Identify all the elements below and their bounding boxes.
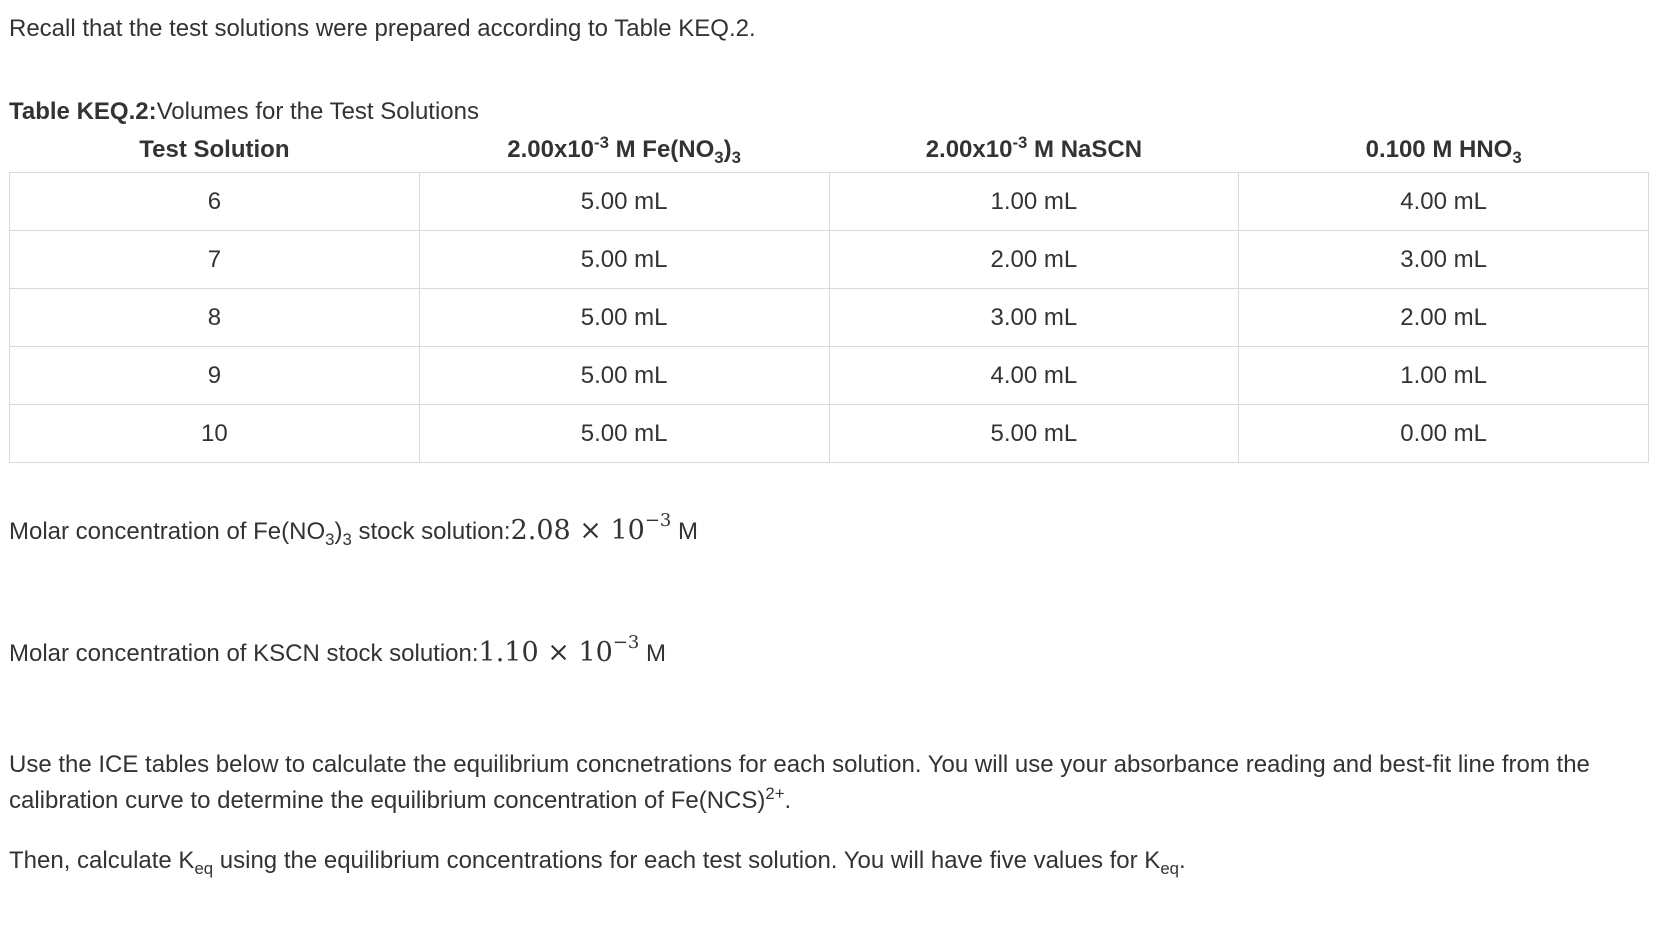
header-nascn bbox=[829, 128, 1239, 173]
kscn-stock-value bbox=[478, 632, 640, 668]
table-row bbox=[10, 405, 1649, 463]
fe-stock-label-sub1: 3 bbox=[325, 529, 335, 549]
fe-stock-unit: M bbox=[671, 518, 699, 545]
header-fe-no3-close: ) bbox=[723, 136, 732, 163]
header-nascn-post: M NaSCN bbox=[1027, 136, 1143, 163]
table-row bbox=[10, 289, 1649, 347]
fe-stock-base: 10 bbox=[610, 515, 645, 546]
cell-nascn-volume: 2.00 mL bbox=[829, 231, 1239, 289]
cell-hno3-volume: 3.00 mL bbox=[1239, 231, 1649, 289]
header-fe-no3-sub2: 3 bbox=[731, 147, 741, 167]
intro-text: Recall that the test solutions were prepared according to Table KEQ.2. bbox=[9, 15, 756, 42]
table-caption-text: Volumes for the Test Solutions bbox=[156, 98, 479, 125]
cell-nascn-volume: 3.00 mL bbox=[829, 289, 1239, 347]
header-nascn-exp: -3 bbox=[1012, 133, 1028, 152]
cell-fe-no3-volume: 5.00 mL bbox=[419, 231, 829, 289]
instruction-2-mid: using the equilibrium concentrations for each test solution. You will have five values for K bbox=[213, 847, 1161, 874]
header-hno3 bbox=[1239, 128, 1649, 173]
fe-stock-exponent: −3 bbox=[644, 510, 672, 531]
instruction-paragraph-1 bbox=[9, 747, 1649, 819]
header-fe-no3-exp: -3 bbox=[594, 133, 609, 152]
header-test-solution-label: Test Solution bbox=[139, 136, 290, 163]
table-caption-label: Table KEQ.2: bbox=[9, 98, 157, 125]
cell-nascn-volume: 4.00 mL bbox=[829, 347, 1239, 405]
cell-nascn-volume: 1.00 mL bbox=[829, 173, 1239, 231]
fe-stock-label-post: stock solution: bbox=[351, 518, 511, 545]
table-caption bbox=[9, 93, 479, 131]
cell-fe-no3-volume: 5.00 mL bbox=[419, 347, 829, 405]
kscn-stock-exponent: −3 bbox=[612, 632, 640, 653]
table-row bbox=[10, 231, 1649, 289]
header-fe-no3-mid: M Fe(NO bbox=[608, 136, 715, 163]
header-fe-no3 bbox=[419, 128, 829, 173]
instruction-2-end: . bbox=[1178, 847, 1186, 874]
header-nascn-pre: 2.00x10 bbox=[925, 136, 1013, 163]
cell-test-solution: 8 bbox=[10, 289, 420, 347]
cell-test-solution: 6 bbox=[10, 173, 420, 231]
fe-stock-times: × bbox=[570, 515, 611, 546]
fe-stock-concentration bbox=[9, 510, 699, 549]
instruction-1-charge: 2+ bbox=[765, 784, 785, 803]
cell-fe-no3-volume: 5.00 mL bbox=[419, 405, 829, 463]
fe-stock-label-sub2: 3 bbox=[342, 529, 352, 549]
kscn-stock-label: Molar concentration of KSCN stock solution: bbox=[9, 640, 479, 667]
table-row bbox=[10, 173, 1649, 231]
fe-stock-label-close: ) bbox=[334, 518, 343, 545]
kscn-stock-times: × bbox=[538, 637, 579, 668]
instruction-1-end: . bbox=[784, 787, 792, 814]
cell-test-solution: 9 bbox=[10, 347, 420, 405]
header-hno3-pre: 0.100 M HNO bbox=[1365, 136, 1513, 163]
volumes-table bbox=[9, 128, 1649, 463]
fe-stock-value bbox=[510, 510, 672, 546]
fe-stock-label-pre: Molar concentration of Fe(NO bbox=[9, 518, 326, 545]
cell-hno3-volume: 0.00 mL bbox=[1239, 405, 1649, 463]
fe-stock-label bbox=[9, 518, 511, 549]
cell-fe-no3-volume: 5.00 mL bbox=[419, 289, 829, 347]
table-header-row bbox=[10, 128, 1649, 173]
header-hno3-sub: 3 bbox=[1512, 147, 1522, 167]
header-fe-no3-sub1: 3 bbox=[714, 147, 724, 167]
instruction-paragraph-2 bbox=[9, 843, 1649, 879]
instruction-1-text: Use the ICE tables below to calculate the equilibrium concnetrations for each solution. You will use your absorbance reading and best-fit line from the calibration curve to determine the equilibrium concentration of Fe(NCS) bbox=[9, 751, 1590, 814]
header-test-solution bbox=[10, 128, 420, 173]
cell-nascn-volume: 5.00 mL bbox=[829, 405, 1239, 463]
instruction-2-text: Then, calculate K bbox=[9, 847, 195, 874]
fe-stock-mantissa: 2.08 bbox=[510, 515, 571, 546]
instruction-2-keq-sub: eq bbox=[194, 858, 214, 878]
cell-hno3-volume: 4.00 mL bbox=[1239, 173, 1649, 231]
kscn-stock-base: 10 bbox=[578, 637, 613, 668]
cell-hno3-volume: 1.00 mL bbox=[1239, 347, 1649, 405]
cell-test-solution: 10 bbox=[10, 405, 420, 463]
kscn-stock-mantissa: 1.10 bbox=[478, 637, 539, 668]
instruction-2-keq-sub2: eq bbox=[1160, 858, 1179, 878]
header-fe-no3-pre: 2.00x10 bbox=[507, 136, 595, 163]
cell-fe-no3-volume: 5.00 mL bbox=[419, 173, 829, 231]
cell-test-solution: 7 bbox=[10, 231, 420, 289]
kscn-stock-unit: M bbox=[639, 640, 667, 667]
kscn-stock-concentration bbox=[9, 632, 666, 668]
table-row bbox=[10, 347, 1649, 405]
cell-hno3-volume: 2.00 mL bbox=[1239, 289, 1649, 347]
